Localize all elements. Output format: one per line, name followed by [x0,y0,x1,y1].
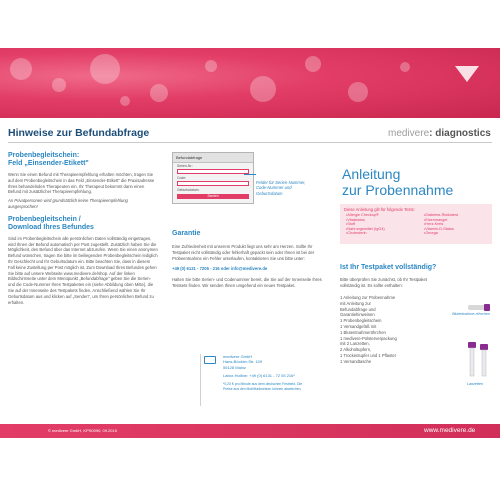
package-item: 2 Alkoholtupfern, [340,347,372,353]
section1-title: Probenbegleitschein: [8,152,80,159]
package-item: 1 Probenbegleitschein [340,318,382,324]
section1-note: An Privatpersonen wird grundsätzlich keine Therapieempfehlung ausgesprochen! [8,198,128,209]
package-item: 1 Versandtasche [340,358,372,364]
form-label-code: Code: [177,176,187,180]
guarantee-title: Garantie [172,230,201,237]
test-item: • Diabetes-Risikotest [424,213,458,218]
left-column [8,127,158,305]
form-send-button: Senden [177,194,249,199]
right-title-line1: Anleitung [342,166,401,182]
guarantee-body2: Halten Sie bitte Serien- und Codenummer bereit, die Sie auf der Innenseite Ihres Testsets finden. Wir senden Ihnen umgehend ein neues Testpaket. [172,277,322,288]
brand-name: medivere [388,128,430,139]
section2-body: Sind im Probenbegleitschein alle persönlichen Daten vollständig eingetragen, wird Ihnen der Befund automatisch per Post zugestellt. Zusätzlich haben Sie die Möglichkeit, den Befund über das Internet abzurufen. Wenn Sie einen anonymen Befund wünschen, tragen Sie bitte im beiliegenden Probenbegleitschein lediglich Ihr Geschlecht und Ihr Geburtsdatum ein. Bitte beachten Sie, dass in diesem Fall keine Zustellung per Post möglich ist. Zum Download Ihres Befundes gehen Sie bitte auf unsere Webseite www.medivere.de/shop. Auf der linken Bildschirmseite unter dem Menüpunkt „Befundabfrage" geben Sie die Serien- und die Code-Nummer Ihres Testpaketes ein (siehe Abbildung oben Mitte), die Sie auf der Innenseite des Testpakets finden. Anschließend wählen Sie Ihr Geburtsdatum aus und klicken auf „Senden", um Ihren persönlichen Befund zu erhalten. [8,235,158,305]
test-item: • Nahrungsmittel (IgG4) [346,227,385,232]
header-banner [0,48,500,118]
package-item: 1 Anleitung zur Probennahme [340,295,396,300]
guarantee-contact: +49 (0) 6131 - 7205 - 216 oder info@medivere.de [172,266,268,272]
test-item: • Omega [424,231,458,236]
completeness-title: Ist Ihr Testpaket vollständig? [340,264,437,271]
company-street: Hans-Böckler-Str. 109 [223,359,263,365]
section2-title-line2: Download Ihres Befundes [8,223,94,231]
footer-copyright: © medivere GmbH, KPS0090, 09.2015 [48,428,117,433]
form-caption: Felder für Serien-Nummer, Code-Nummer und Geburtsdatum [256,180,306,196]
code-field [177,181,249,186]
corner-badge-icon [455,66,479,82]
lancets-icon [466,340,490,380]
company-name: medivere GmbH [223,354,253,359]
right-title [342,166,453,198]
footer-website[interactable]: www.medivere.de [424,427,476,434]
tube-caption: Blutentnahme-röhrchen [452,312,490,316]
serial-field [177,169,249,174]
hotline-note: *0,20 € pro Minute aus dem deutschen Festnetz. Die Preise aus den Mobilfunknetzen können abweichen. [223,381,303,392]
form-label-birth: Geburtsdatum: [177,188,200,192]
test-item: • Herz-Kreis [424,222,458,227]
lancets-caption: Lanzetten [467,382,483,386]
befundabfrage-form-screenshot [172,152,254,204]
test-item: • Allergie Checkup® [346,213,385,218]
package-item: Befundabfrage und [340,306,376,312]
section2-title: Probenbegleitschein / [8,215,81,223]
company-city: 55128 Mainz [223,364,246,370]
caption-pointer [244,174,256,175]
test-item: • Vitamin-D-Status [424,227,458,232]
tests-box [340,204,492,244]
test-item: • Eisenmangel [424,218,458,223]
form-label-serial: Serien-Nr.: [177,164,194,168]
brand-logo: medivere: diagnostics [388,128,491,139]
right-title-line2: zur Probennahme [342,182,454,198]
brand-suffix: diagnostics [435,128,491,139]
section1-body: Wenn Sie einen Befund mit Therapieempfehlung erhalten möchten, tragen Sie auf dem Probenbegleitschein in das Feld „Einsender-Etikett" die Praxisadresse Ihres behandelnden Therapeuten ein. Ihr Therapeut bekommt dann einen Befund mit zusätzlicher Therapieempfehlung. [8,172,155,195]
guarantee-body: Eine Zufriedenheit mit unserem Produkt liegt uns sehr am Herzen. Sollte Ihr Testpaket nicht vollständig oder fehlerhaft gepackt sein oder Ihnen ist bei der Probeentnahme ein Fehler unterlaufen, kontaktieren Sie uns bitte unter: [172,244,315,261]
contact-block [200,354,318,406]
package-item: Garantiehinweisen [340,312,375,318]
package-item: mit Anleitung zur [340,300,371,306]
form-title: Befundabfrage [173,153,253,163]
package-item: 1 Versandgefäß mit [340,323,377,329]
package-item: 1 Blutentnahmeröhrchen [340,329,386,335]
test-item: • Cholesterin [346,231,385,236]
test-item: • Stoff [346,222,385,227]
package-item: mit 2 Lanzetten, [340,341,370,347]
completeness-body: Bitte überprüfen Sie zunächst, ob Ihr Testpaket vollständig ist. Es sollte enthalten: [340,277,427,288]
middle-column [172,230,322,289]
hotline: Labor-Hotline: +49 (0) 6131 - 72 05 216* [223,373,295,379]
left-heading: Hinweise zur Befundabfrage [8,127,150,139]
tests-box-title: Diese Anleitung gilt für folgende Tests: [344,207,415,212]
test-item: • Vitalstatus [346,218,385,223]
tests-list-col1 [346,213,385,236]
tests-list-col2 [424,213,458,236]
package-item: 1 Trockentupfer und 1 Pflaster [340,352,397,358]
package-contents-list [340,295,434,365]
section1-title-line2: Feld „Einsender-Etikett" [8,160,89,167]
package-item: 1 medivere-Polsterverpackung [340,335,397,341]
